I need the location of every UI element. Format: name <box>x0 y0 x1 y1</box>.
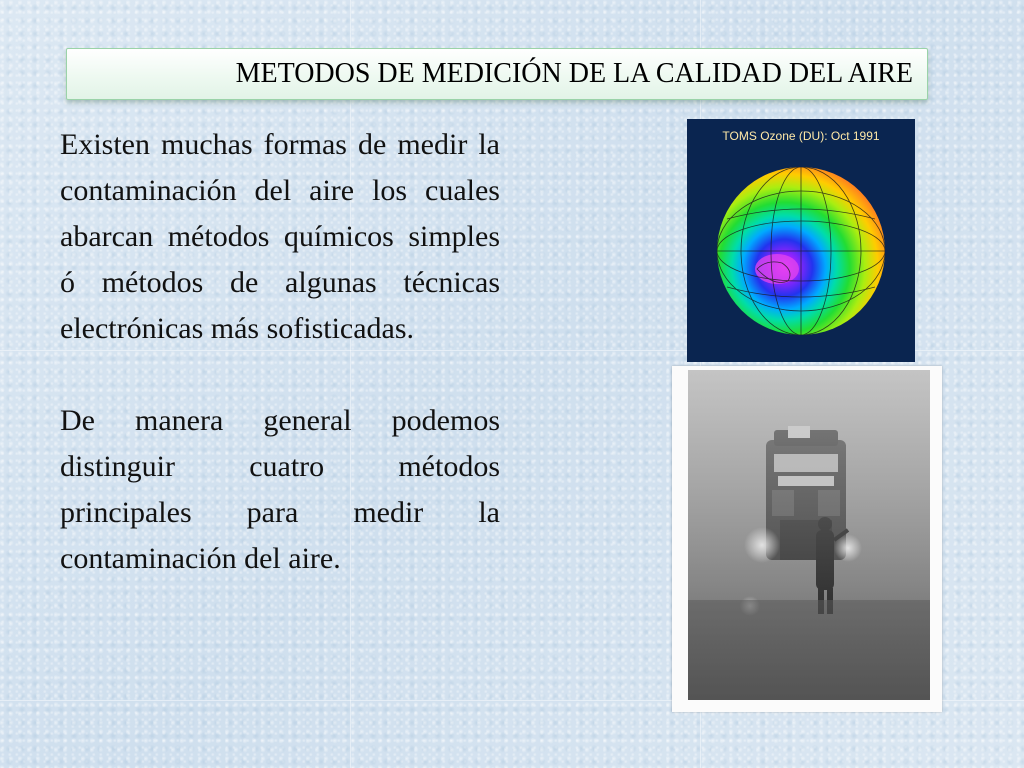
ozone-map-title: TOMS Ozone (DU): Oct 1991 <box>722 129 880 143</box>
paragraph-2: De manera general podemos distinguir cuatro métodos principales para medir la contaminación del aire. <box>60 404 500 575</box>
fog-bus-graphic <box>688 370 930 700</box>
ozone-globe-graphic <box>687 119 915 362</box>
slide-title-box <box>66 48 928 100</box>
paragraph-1: Existen muchas formas de medir la contaminación del aire los cuales abarcan métodos químicos simples ó métodos de algunas técnicas electrónicas más sofisticadas. <box>60 128 500 345</box>
fog-photo-frame <box>672 366 942 712</box>
slide-title: METODOS DE MEDICIÓN DE LA CALIDAD DEL AIRE <box>235 58 913 89</box>
fog-bus-photo <box>688 370 930 700</box>
ozone-map-image <box>687 119 915 362</box>
slide-body <box>60 122 500 628</box>
